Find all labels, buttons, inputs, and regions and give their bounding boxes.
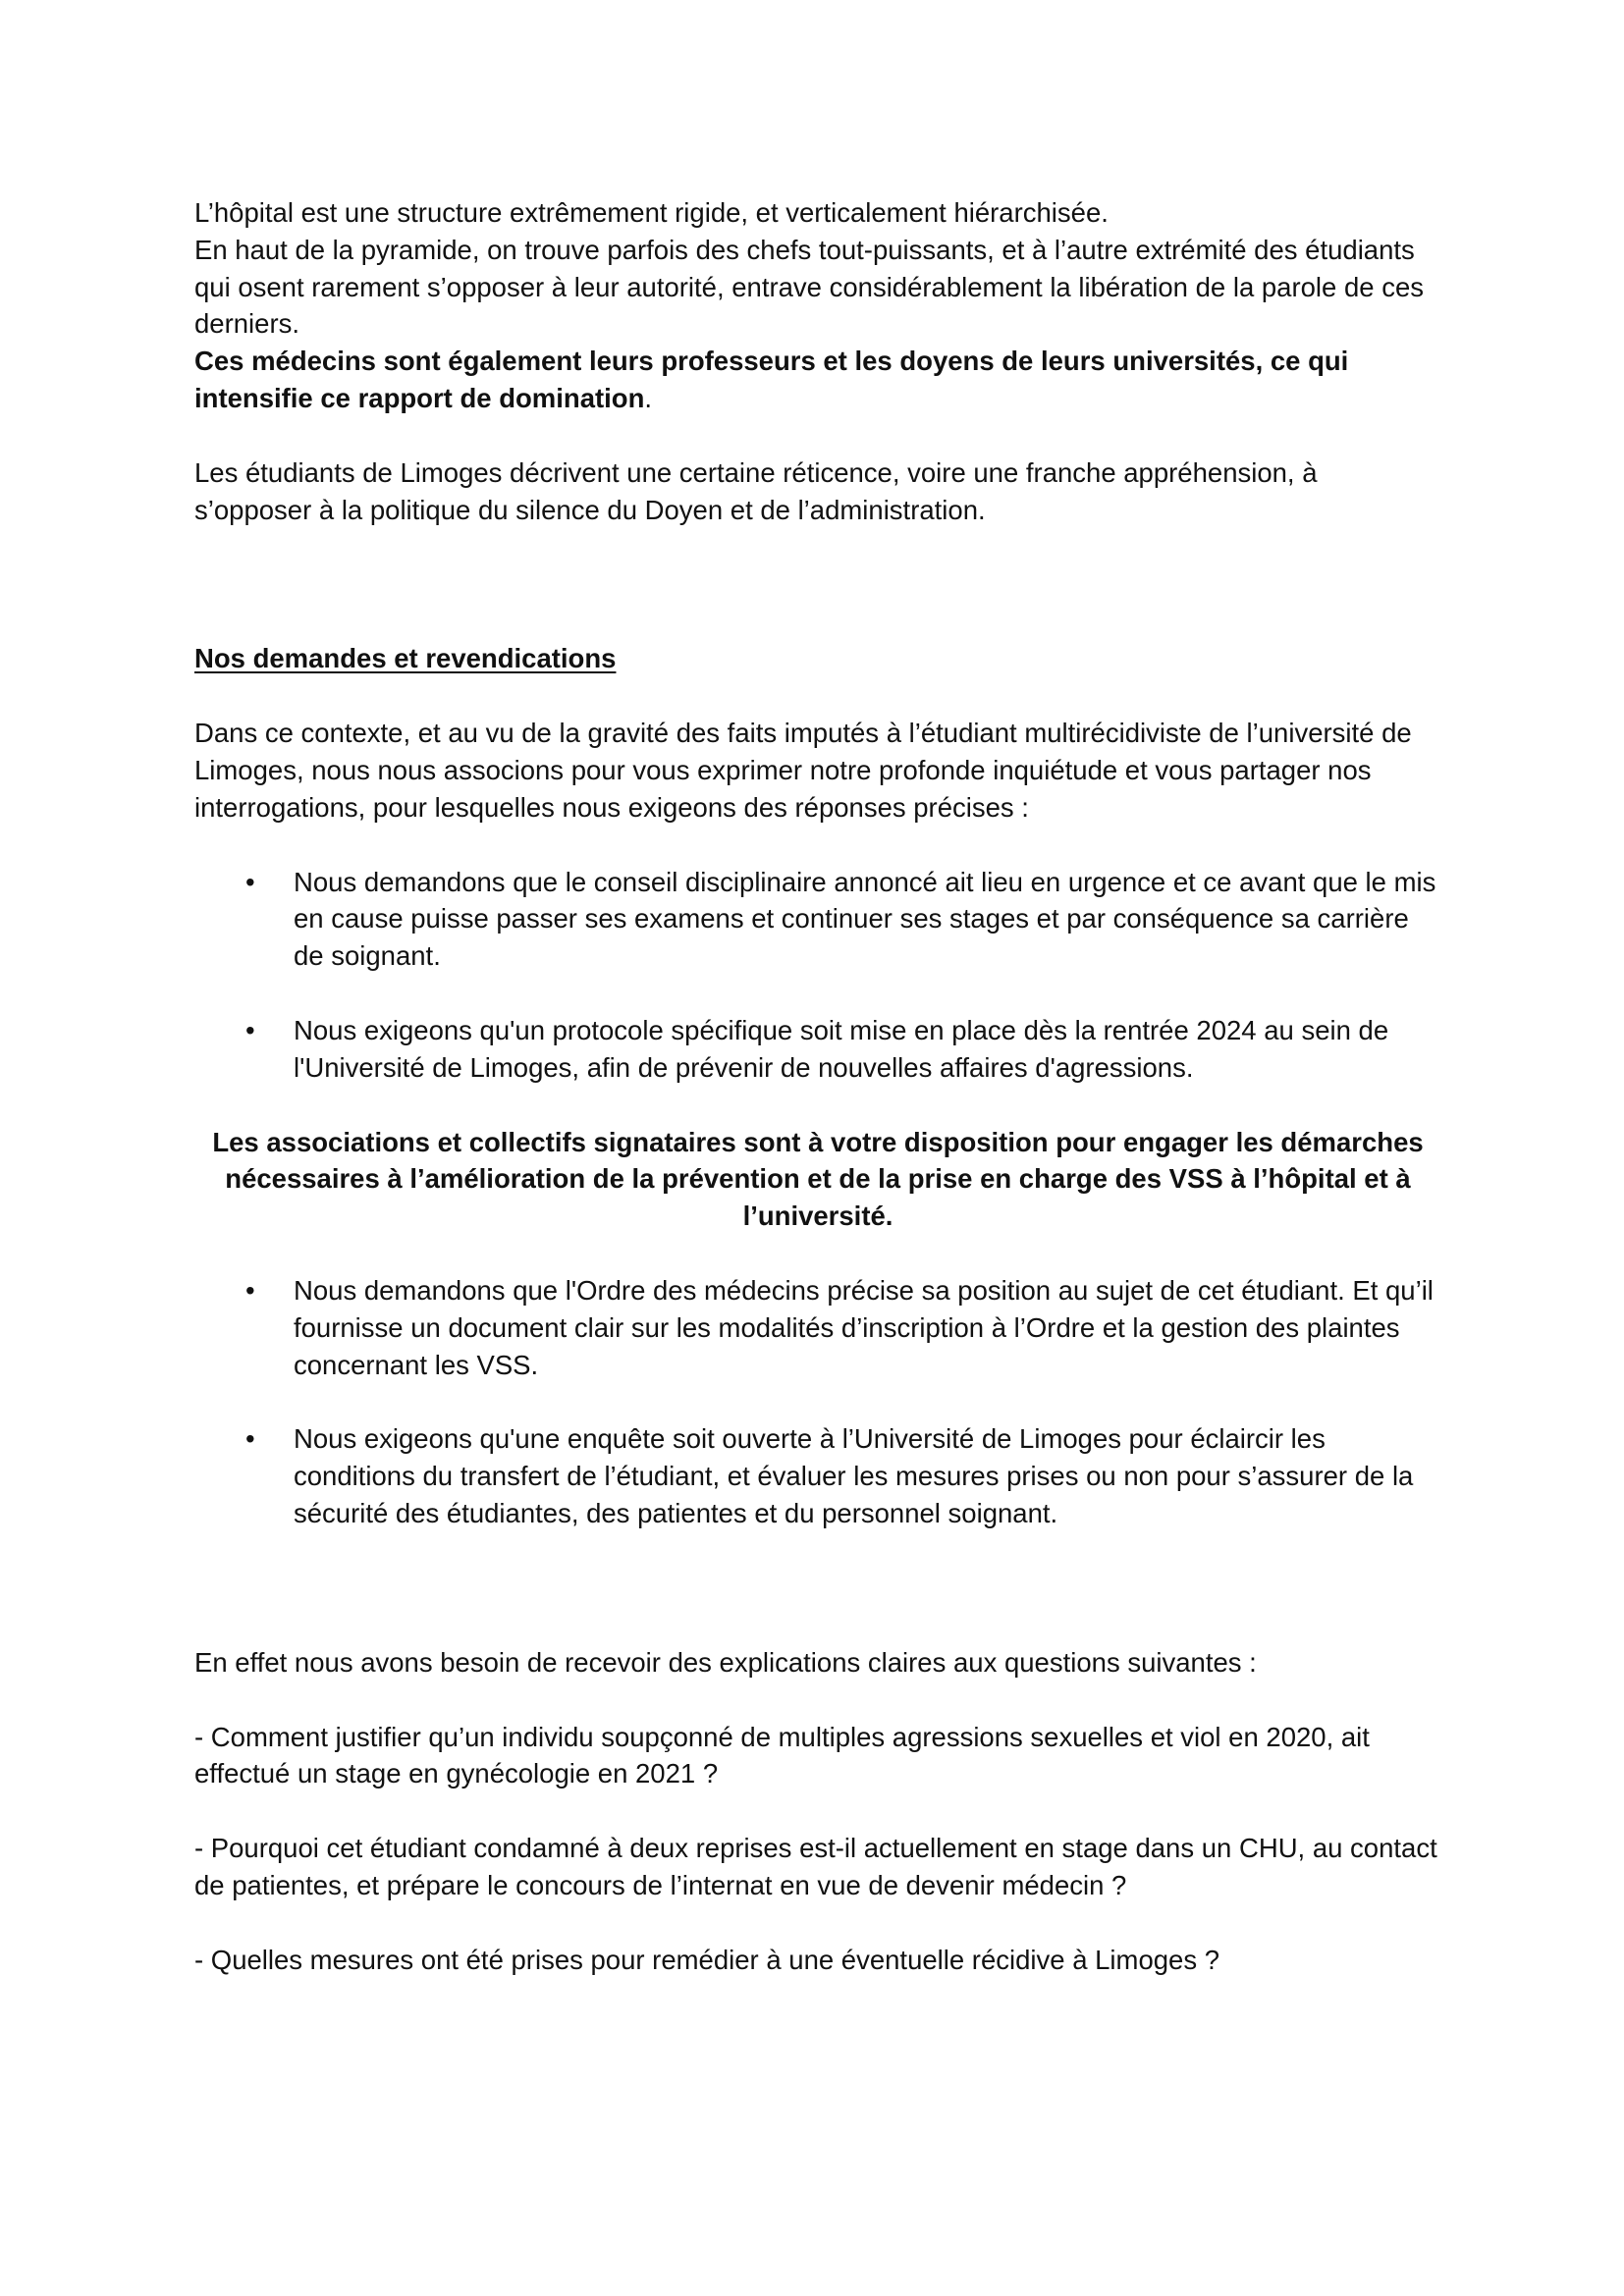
demand-item [194, 864, 1441, 975]
demand-text: Nous exigeons qu'une enquête soit ouverte à l’Université de Limoges pour éclaircir les conditions du transfert de l’étudiant, et évaluer les mesures prises ou non pour s’assurer de la sécurité des étudiantes, des patientes et du personnel soignant. [294, 1423, 1414, 1528]
demand-item [194, 1012, 1441, 1087]
section-heading: Nos demandes et revendications [194, 643, 617, 674]
bullet-icon: • [245, 866, 255, 897]
questions-intro: En effet nous avons besoin de recevoir des explications claires aux questions suivantes : [194, 1646, 1257, 1678]
document-body [194, 194, 1441, 1979]
bullet-icon: • [245, 1014, 255, 1045]
question-item: - Pourquoi cet étudiant condamné à deux reprises est-il actuellement en stage dans un CHU, au contact de patientes, et prépare le concours de l’internat en vue de devenir médecin ? [194, 1833, 1437, 1900]
centered-statement: Les associations et collectifs signataires sont à votre disposition pour engager les démarches nécessaires à l’amélioration de la prévention et de la prise en charge des VSS à l’hôpital et à l’université. [212, 1126, 1424, 1232]
demand-item [194, 1420, 1441, 1531]
context-paragraph: Dans ce contexte, et au vu de la gravité des faits imputés à l’étudiant multirécidiviste de l’université de Limoges, nous nous associons pour vous exprimer notre profonde inquiétude et vous partager nos interrogations, pour lesquelles nous exigeons des réponses précises : [194, 718, 1412, 823]
demands-list-a [194, 864, 1441, 1087]
demand-text: Nous demandons que l'Ordre des médecins précise sa position au sujet de cet étudiant. Et qu’il fournisse un document clair sur les modalités d’inscription à l’Ordre et la gestion des plaintes concernant les VSS. [294, 1274, 1434, 1380]
bold-tail: . [644, 382, 653, 413]
limoges-students-paragraph: Les étudiants de Limoges décrivent une certaine réticence, voire une franche appréhension, à s’opposer à la politique du silence du Doyen et de l’administration. [194, 456, 1318, 525]
intro-line-2: En haut de la pyramide, on trouve parfois des chefs tout-puissants, et à l’autre extrémité des étudiants qui osent rarement s’opposer à leur autorité, entrave considérablement la libération de la parole de ces derniers. [194, 234, 1424, 340]
bullet-icon: • [245, 1274, 255, 1306]
demand-text: Nous demandons que le conseil disciplinaire annoncé ait lieu en urgence et ce avant que le mis en cause puisse passer ses examens et continuer ses stages et par conséquence sa carrière de soignant. [294, 866, 1436, 972]
intro-line-1: L’hôpital est une structure extrêmement rigide, et verticalement hiérarchisée. [194, 197, 1109, 228]
demand-text: Nous exigeons qu'un protocole spécifique soit mise en place dès la rentrée 2024 au sein de l'Université de Limoges, afin de prévenir de nouvelles affaires d'agressions. [294, 1014, 1389, 1083]
demands-list-b [194, 1272, 1441, 1532]
demand-item [194, 1272, 1441, 1383]
bold-text: Ces médecins sont également leurs professeurs et les doyens de leurs universités, ce qui intensifie ce rapport de domination [194, 346, 1349, 413]
intro-bold-statement [194, 343, 1441, 417]
bullet-icon: • [245, 1423, 255, 1455]
question-item: - Quelles mesures ont été prises pour remédier à une éventuelle récidive à Limoges ? [194, 1944, 1220, 1975]
question-item: - Comment justifier qu’un individu soupçonné de multiples agressions sexuelles et viol en 2020, ait effectué un stage en gynécologie en 2021 ? [194, 1721, 1370, 1789]
